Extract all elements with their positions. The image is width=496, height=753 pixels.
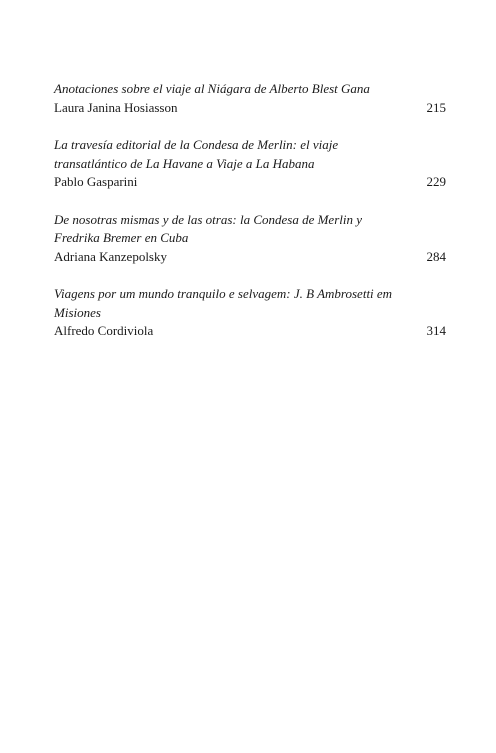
entry-title: Viagens por um mundo tranquilo e selvagem: J. B Ambrosetti em Misiones	[54, 286, 393, 320]
entry-author-line	[54, 173, 446, 192]
toc-entry	[54, 80, 446, 117]
entry-author: Laura Janina Hosiasson	[54, 99, 178, 115]
toc-entry	[54, 285, 446, 341]
entry-author-line	[54, 322, 446, 341]
entry-author-line	[54, 99, 446, 118]
entry-author-line	[54, 248, 446, 267]
entry-title: De nosotras mismas y de las otras: la Condesa de Merlin y Fredrika Bremer en Cuba	[54, 211, 363, 245]
entry-title: La travesía editorial de la Condesa de Merlin: el viaje transatlántico de La Havane a Viaje a La Habana	[54, 137, 339, 171]
entry-author: Pablo Gasparini	[54, 174, 138, 189]
entry-page-number: 284	[426, 248, 446, 264]
toc-entry	[54, 211, 446, 267]
entry-page-number: 229	[426, 174, 446, 189]
toc-entry	[54, 136, 446, 192]
entry-author: Alfredo Cordiviola	[54, 323, 154, 338]
entry-author: Adriana Kanzepolsky	[54, 248, 167, 264]
table-of-contents	[54, 80, 446, 360]
entry-page-number: 215	[426, 99, 446, 115]
entry-page-number: 314	[426, 323, 446, 338]
entry-title: Anotaciones sobre el viaje al Niágara de Alberto Blest Gana	[54, 81, 370, 96]
